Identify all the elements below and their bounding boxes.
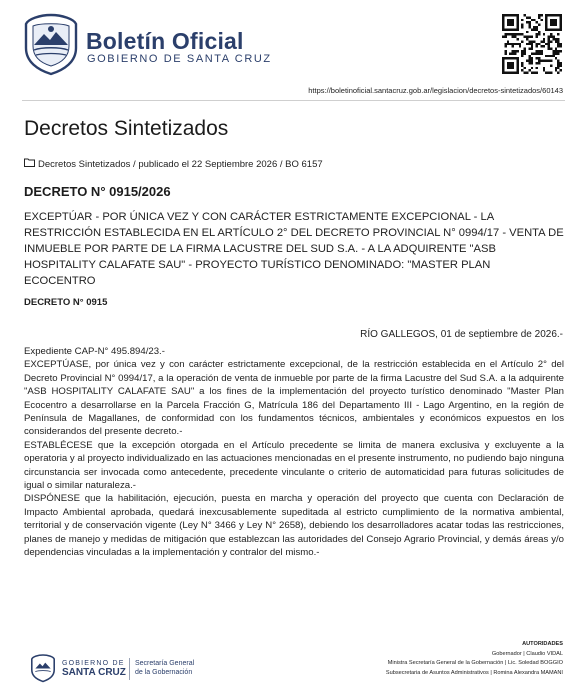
government-seal-logo bbox=[22, 12, 80, 76]
publication-meta[interactable]: Decretos Sintetizados / publicado el 22 Septiembre 2026 / BO 6157 bbox=[38, 158, 323, 170]
authorities-title: AUTORIDADES bbox=[522, 641, 563, 647]
footer-seal-logo bbox=[30, 653, 56, 683]
decree-summary: EXCEPTÚAR - POR ÚNICA VEZ Y CON CARÁCTER ESTRICTAMENTE EXCEPCIONAL - LA RESTRICCIÓN ESTABLECIDA EN EL ARTÍCULO 2° DEL DECRETO PROVINCIAL N° 0994/17 - VENTA DE INMUEBLE POR PARTE DE LA FIRMA LACUSTRE DEL SUD S.A. - A LA ADQUIRENTE "ASB HOSPITALITY CALAFATE SAU" - PROYECTO TURÍSTICO DENOMINADO: "MASTER PLAN ECOCENTRO bbox=[24, 211, 564, 287]
qr-code-icon bbox=[502, 14, 562, 74]
authority-line: Gobernador | Claudio VIDAL bbox=[491, 650, 563, 657]
site-subtitle: GOBIERNO DE SANTA CRUZ bbox=[87, 53, 272, 65]
decree-heading: DECRETO N° 0915/2026 bbox=[24, 184, 171, 199]
body-paragraph: EXCEPTÚASE, por única vez y con carácter estrictamente excepcional, de la restricción establecida en el Artículo 2° del Decreto Provincial N° 0994/17, a la operación de venta de inmueble por parte de la firma Lacustre del Sud S.A. a la adquirente "ASB HOSPITALITY CALAFATE SAU" a los fines de la implementación del proyecto turístico denominado "Master Plan Ecocentro a desarrollarse en la Parcela Fracción G, Matrícula 186 del Departamento III - Lago Argentino, en la región de Península de Magallanes, de conformidad con los fundamentos técnicos, ambientales y económicos expuestos en los considerandos del presente decreto.- bbox=[24, 359, 564, 438]
authority-line: Subsecretaria de Asuntos Administrativos | Romina Alexandra MAMANI bbox=[385, 669, 563, 676]
place-date: RÍO GALLEGOS, 01 de septiembre de 2026.- bbox=[360, 329, 563, 340]
authority-line: Ministra Secretaría General de la Gobernación | Lic. Soledad BOGGIO bbox=[387, 660, 563, 667]
breadcrumb bbox=[24, 158, 323, 170]
footer-secretariat bbox=[135, 660, 194, 677]
footer-gov-line2: SANTA CRUZ bbox=[62, 667, 126, 678]
page-title: Decretos Sintetizados bbox=[24, 117, 229, 140]
header-divider bbox=[22, 100, 565, 101]
body-paragraph: DISPÓNESE que la habilitación, ejecución, puesta en marcha y operación del proyecto que cuenta con Declaración de Impacto Ambiental aprobada, quedará inexcusablemente supeditada al estricto cumplimiento de la normativa ambiental, territorial y de conservación vigente (Ley N° 3466 y Ley N° 2658), debiendo los desarrolladores acatar todas las restricciones, planes de manejo y medidas de mitigación que establezcan las autoridades del Consejo Agrario Provincial, y demás áreas y/o dependencias vinculadas a la implementación y contralor del mismo.- bbox=[24, 493, 564, 559]
site-title[interactable]: Boletín Oficial bbox=[86, 28, 244, 54]
document-url[interactable]: https://boletinoficial.santacruz.gob.ar/legislacion/decretos-sintetizados/60143 bbox=[308, 86, 563, 95]
authorities-block bbox=[386, 640, 563, 678]
body-paragraph: Expediente CAP-N° 495.894/23.- bbox=[24, 346, 165, 357]
secretariat-line1: Secretaría General bbox=[135, 660, 195, 667]
folder-icon bbox=[24, 158, 35, 170]
body-paragraph: ESTABLÉCESE que la excepción otorgada en el Artículo precedente se limita de manera exclusiva y excluyente a la operatoria y al proyecto individualizado en las actuaciones mencionadas en el presente instrumento, no pudiendo bajo ninguna circunstancia ser invocada como antecedente, precedente vinculante o criterio de automaticidad para futuras solicitudes de igual o similar naturaleza.- bbox=[24, 439, 564, 492]
secretariat-line2: de la Gobernación bbox=[135, 668, 193, 676]
decree-body bbox=[24, 345, 564, 560]
footer-divider bbox=[129, 658, 130, 680]
decree-label: DECRETO N° 0915 bbox=[24, 297, 108, 308]
footer-gov-line1: GOBIERNO DE bbox=[62, 660, 125, 667]
